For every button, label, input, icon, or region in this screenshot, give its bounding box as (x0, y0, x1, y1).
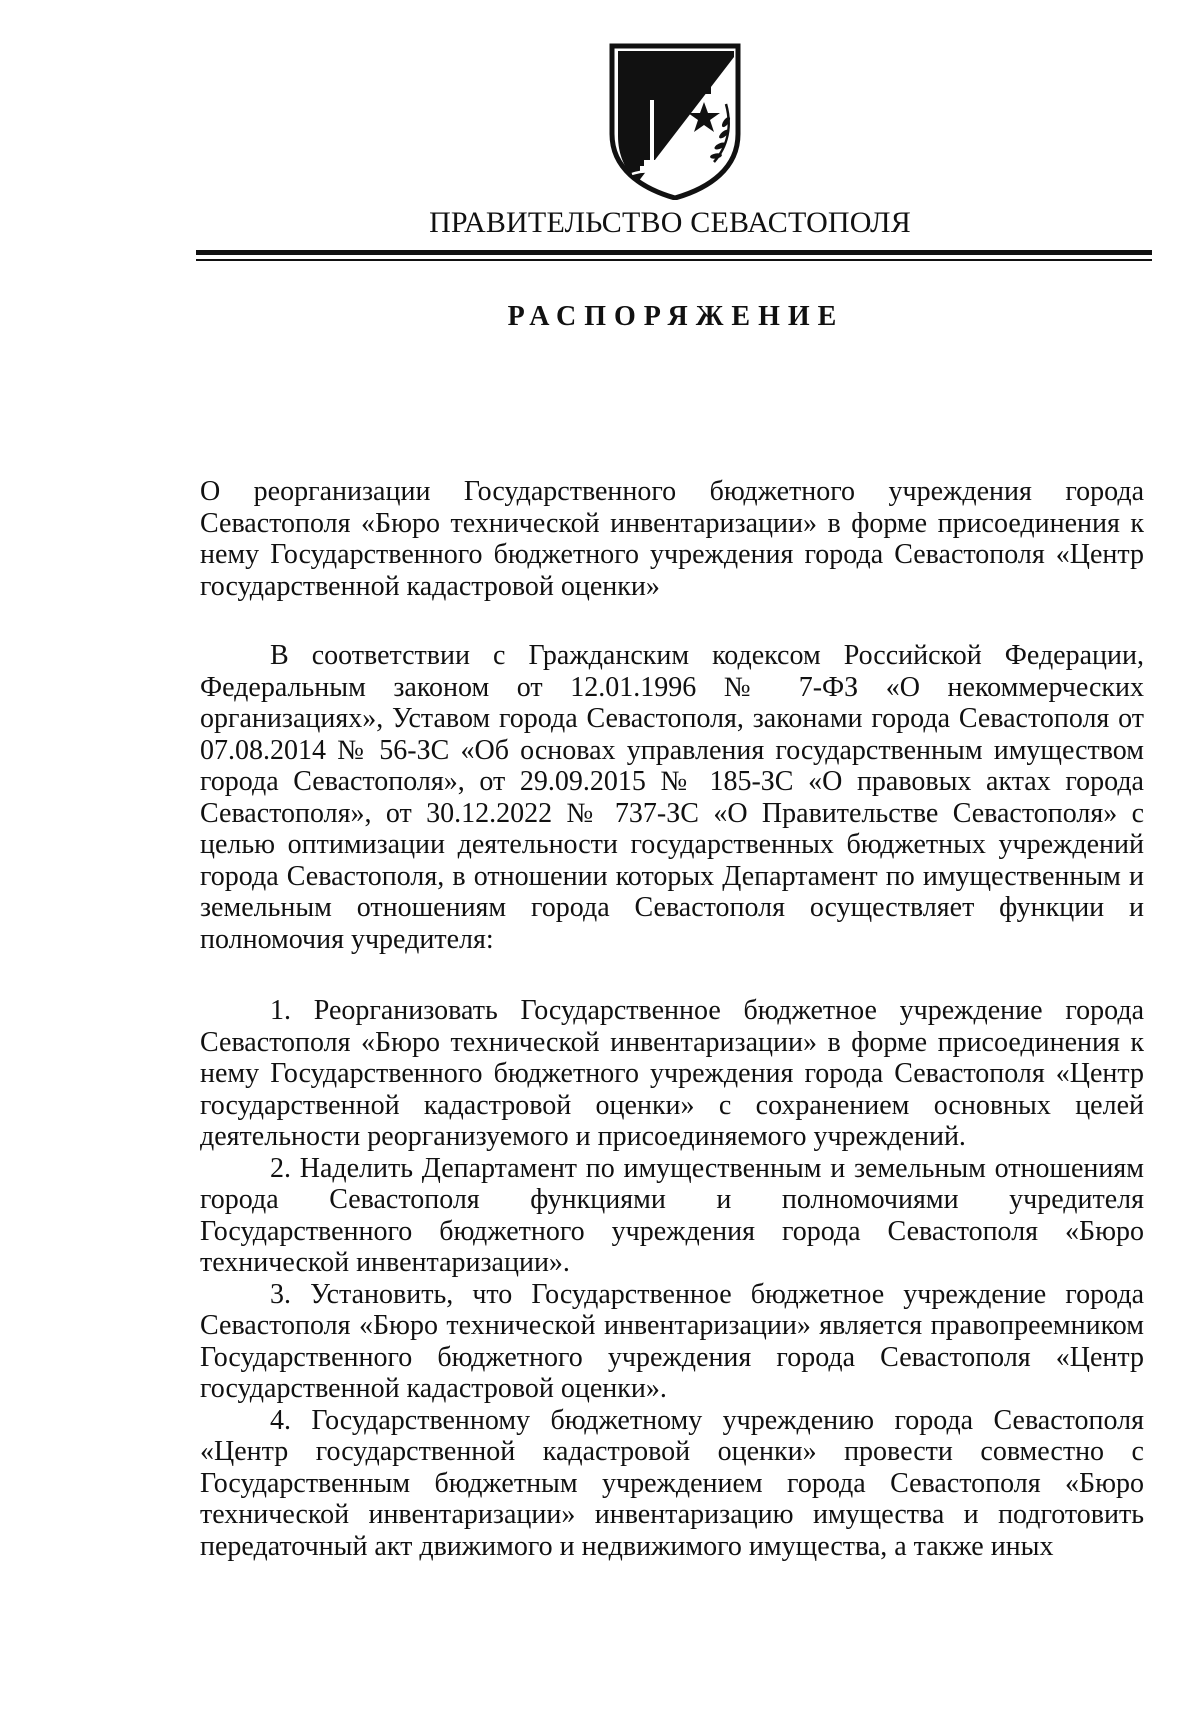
document-subject: О реорганизации Государственного бюджетного учреждения города Севастополя «Бюро технической инвентаризации» в форме присоединения к нему Государственного бюджетного учреждения города Севастополя «Центр государственной кадастровой оценки» (200, 476, 1144, 602)
preamble-paragraph: В соответствии с Гражданским кодексом Российской Федерации, Федеральным законом от 12.01.1996 № 7-ФЗ «О некоммерческих организациях», Уставом города Севастополя, законами города Севастополя от 07.08.2014 № 56-ЗС «Об основах управления государственным имуществом города Севастополя», от 29.09.2015 № 185-ЗС «О правовых актах города Севастополя», от 30.12.2022 № 737-ЗС «О Правительстве Севастополя» с целью оптимизации деятельности государственных бюджетных учреждений города Севастополя, в отношении которых Департамент по имущественным и земельным отношениям города Севастополя осуществляет функции и полномочия учредителя: (200, 640, 1144, 955)
document-body (200, 640, 1144, 1562)
header-rule-thin (196, 259, 1152, 261)
clause-2: 2. Наделить Департамент по имущественным и земельным отношениям города Севастополя функциями и полномочиями учредителя Государственного бюджетного учреждения города Севастополя «Бюро технической инвентаризации». (200, 1152, 1144, 1278)
clause-4: 4. Государственному бюджетному учреждению города Севастополя «Центр государственной кадастровой оценки» провести совместно с Государственным бюджетным учреждением города Севастополя «Бюро технической инвентаризации» инвентаризацию имущества и подготовить передаточный акт движимого и недвижимого имущества, а также иных (200, 1404, 1144, 1562)
clause-1: 1. Реорганизовать Государственное бюджетное учреждение города Севастополя «Бюро технической инвентаризации» в форме присоединения к нему Государственного бюджетного учреждения города Севастополя «Центр государственной кадастровой оценки» с сохранением основных целей деятельности реорганизуемого и присоединяемого учреждений. (200, 995, 1144, 1152)
document-type-heading: РАСПОРЯЖЕНИЕ (507, 301, 845, 332)
sevastopol-coat-of-arms-icon (606, 42, 744, 200)
header-rule-thick (196, 250, 1152, 255)
organization-title: ПРАВИТЕЛЬСТВО СЕВАСТОПОЛЯ (429, 206, 911, 239)
clause-3: 3. Установить, что Государственное бюджетное учреждение города Севастополя «Бюро технической инвентаризации» является правопреемником Государственного бюджетного учреждения города Севастополя «Центр государственной кадастровой оценки». (200, 1278, 1144, 1404)
